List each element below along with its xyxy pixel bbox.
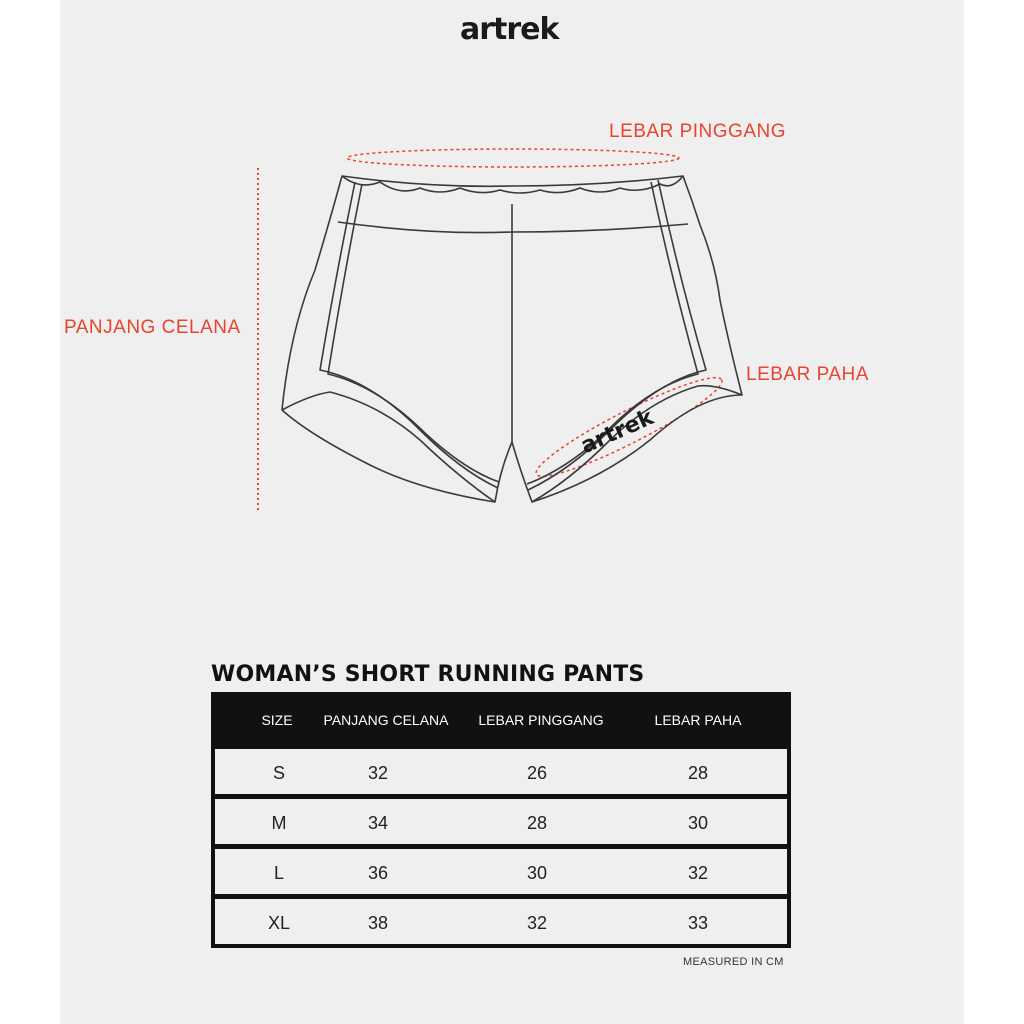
shorts-outline [282,176,742,502]
header-size: SIZE [261,712,293,728]
cell-size: L [273,863,285,883]
cell-thigh: 32 [687,863,709,883]
cell-size: M [271,813,287,833]
size-table [211,692,791,948]
header-length: PANJANG CELANA [323,712,449,728]
left-trim-outer [320,182,498,488]
waist-measure-ellipse [347,149,679,167]
cell-thigh: 30 [687,813,709,833]
cell-thigh: 33 [687,913,709,933]
cell-waist: 28 [526,813,548,833]
table-header [211,692,791,748]
cell-waist: 26 [526,763,548,783]
cell-size: XL [267,913,291,933]
waistband-seam [338,222,688,233]
table-row [215,899,787,944]
header-thigh: LEBAR PAHA [654,712,742,728]
left-trim-inner [328,184,499,482]
table-row [215,749,787,794]
header-waist: LEBAR PINGGANG [478,712,604,728]
left-hem [282,392,495,502]
cell-length: 34 [367,813,389,833]
cell-waist: 32 [526,913,548,933]
cell-length: 32 [367,763,389,783]
length-label: PANJANG CELANA [64,317,241,338]
cell-length: 36 [367,863,389,883]
table-title: WOMAN’S SHORT RUNNING PANTS [211,662,645,687]
thigh-label: LEBAR PAHA [746,364,869,385]
cell-length: 38 [367,913,389,933]
waist-label: LEBAR PINGGANG [609,121,786,142]
cell-size: S [272,763,286,783]
waistband-top [342,176,683,193]
table-row [215,849,787,894]
cell-waist: 30 [526,863,548,883]
right-hem [532,386,742,502]
measurement-note: MEASURED IN CM [683,956,784,968]
table-row [215,799,787,844]
cell-thigh: 28 [687,763,709,783]
brand-logo: artrek [460,12,559,47]
shorts-logo: artrek [577,405,658,460]
